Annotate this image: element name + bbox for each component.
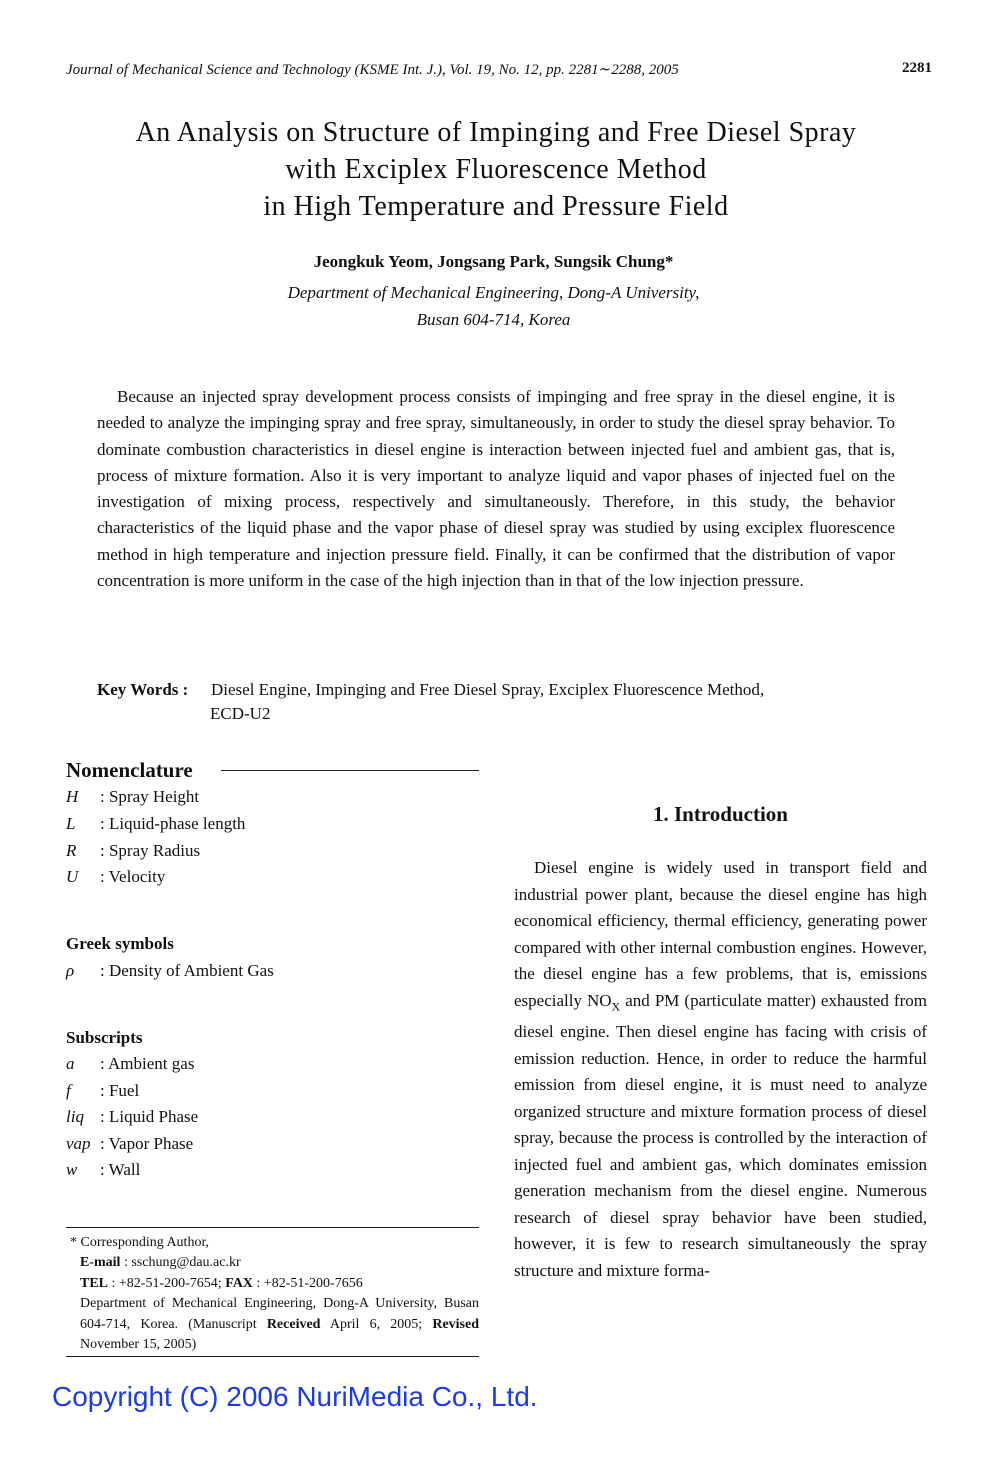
symbol: H xyxy=(66,787,79,806)
corresponding-author: * Corresponding Author, xyxy=(70,1235,210,1250)
revised-label: Revised xyxy=(432,1316,479,1332)
subscripts-heading: Subscripts xyxy=(66,1028,143,1047)
affiliation xyxy=(0,279,987,333)
received-date: April 6, 2005; xyxy=(320,1316,433,1332)
introduction-text xyxy=(514,855,927,1284)
nomenclature-heading: Nomenclature xyxy=(66,758,193,782)
footnote-rule xyxy=(66,1227,479,1228)
manuscript-info xyxy=(80,1294,479,1355)
definition: : Spray Height xyxy=(100,787,200,806)
definition: : Liquid Phase xyxy=(100,1107,199,1126)
definition: : Fuel xyxy=(100,1081,140,1100)
definition: : Velocity xyxy=(100,867,166,886)
symbol: ρ xyxy=(66,961,75,980)
footnote xyxy=(70,1233,479,1355)
email: : sschung@dau.ac.kr xyxy=(120,1255,241,1271)
nomenclature-rule xyxy=(221,770,479,771)
copyright-notice: Copyright (C) 2006 NuriMedia Co., Ltd. xyxy=(52,1381,538,1412)
running-header xyxy=(66,60,932,79)
email-label: E-mail xyxy=(80,1255,121,1271)
affiliation-line: Busan 604-714, Korea xyxy=(416,310,571,329)
revised-date: November 15, 2005) xyxy=(80,1337,197,1353)
fax-label: FAX xyxy=(225,1275,253,1291)
symbol: w xyxy=(66,1160,78,1179)
title-line: with Exciplex Fluorescence Method xyxy=(285,154,707,185)
journal-citation: Journal of Mechanical Science and Technology (KSME Int. J.), Vol. 19, No. 12, pp. 2281∼2288, 2005 xyxy=(66,62,679,78)
paper-title xyxy=(60,114,932,225)
email-line xyxy=(80,1253,479,1273)
page-number: 2281 xyxy=(902,60,932,76)
abstract: Because an injected spray development process consists of impinging and free spray in the diesel engine, it is needed to analyze the impinging spray and free spray, simultaneously, in order to study the diesel spray behavior. To dominate combustion characteristics in diesel engine is interaction between injected fuel and ambient gas, that is, process of mixture formation. Also it is very important to analyze liquid and vapor phases of injected fuel on the investigation of mixing process, respectively and simultaneously. Therefore, in this study, the behavior characteristics of the liquid phase and the vapor phase of diesel spray was studied by using exciplex fluorescence method in high temperature and injection pressure field. Finally, it can be confirmed that the distribution of vapor concentration is more uniform in the case of the high injection than in that of the low injection pressure. xyxy=(97,387,895,591)
fax: : +82-51-200-7656 xyxy=(252,1275,363,1291)
keywords-text-continued: ECD-U2 xyxy=(210,704,271,723)
phone-line xyxy=(80,1274,479,1294)
definition: : Density of Ambient Gas xyxy=(100,961,274,980)
symbol: L xyxy=(66,814,76,833)
affiliation-line: Department of Mechanical Engineering, Dong-A University, xyxy=(287,283,700,302)
title-line: An Analysis on Structure of Impinging and Free Diesel Spray xyxy=(135,117,857,148)
symbol: f xyxy=(66,1081,71,1100)
nox-subscript: X xyxy=(611,998,621,1013)
department: Department of Mechanical Engineering, Dong-A University, Busan 604-714, Korea. (Manuscript xyxy=(80,1296,479,1332)
definition: : Vapor Phase xyxy=(100,1134,194,1153)
title-line: in High Temperature and Pressure Field xyxy=(263,191,729,222)
symbol: U xyxy=(66,867,79,886)
symbol: liq xyxy=(66,1107,84,1126)
symbol: vap xyxy=(66,1134,91,1153)
symbol: a xyxy=(66,1054,75,1073)
definition: : Wall xyxy=(100,1160,141,1179)
keywords xyxy=(97,678,895,726)
intro-text-part: Diesel engine is widely used in transport field and industrial power plant, because the diesel engine has high economical efficiency, thermal efficiency, generating power compared with other internal combustion engines. However, the diesel engine has a few problems, that is, emissions especially NO xyxy=(514,858,927,1010)
received-label: Received xyxy=(266,1316,321,1332)
keywords-text: Diesel Engine, Impinging and Free Diesel Spray, Exciplex Fluorescence Method, xyxy=(211,680,765,699)
introduction-heading: 1. Introduction xyxy=(653,802,788,826)
definition: : Ambient gas xyxy=(100,1054,195,1073)
definition: : Liquid-phase length xyxy=(100,814,246,833)
intro-text-part: and PM (particulate matter) exhausted from diesel engine. Then diesel engine has facing with crisis of emission reduction. Hence, in order to reduce the harmful emission from diesel engine, it is must need to analyze organized structure and mixture formation process of diesel spray, because the process is controlled by the interaction of injected fuel and ambient gas, which dominates emission generation mechanism from the diesel engine. Numerous research of diesel spray behavior have been studied, however, it is few to research simultaneously the spray structure and mixture forma- xyxy=(514,990,927,1280)
definition: : Spray Radius xyxy=(100,841,201,860)
authors: Jeongkuk Yeom, Jongsang Park, Sungsik Chung* xyxy=(313,252,674,271)
greek-symbols-heading: Greek symbols xyxy=(66,934,174,953)
symbol: R xyxy=(66,841,77,860)
footnote-bottom-rule xyxy=(66,1356,479,1357)
keywords-label: Key Words : xyxy=(97,680,189,699)
tel: : +82-51-200-7654; xyxy=(108,1275,226,1291)
tel-label: TEL xyxy=(80,1275,109,1291)
